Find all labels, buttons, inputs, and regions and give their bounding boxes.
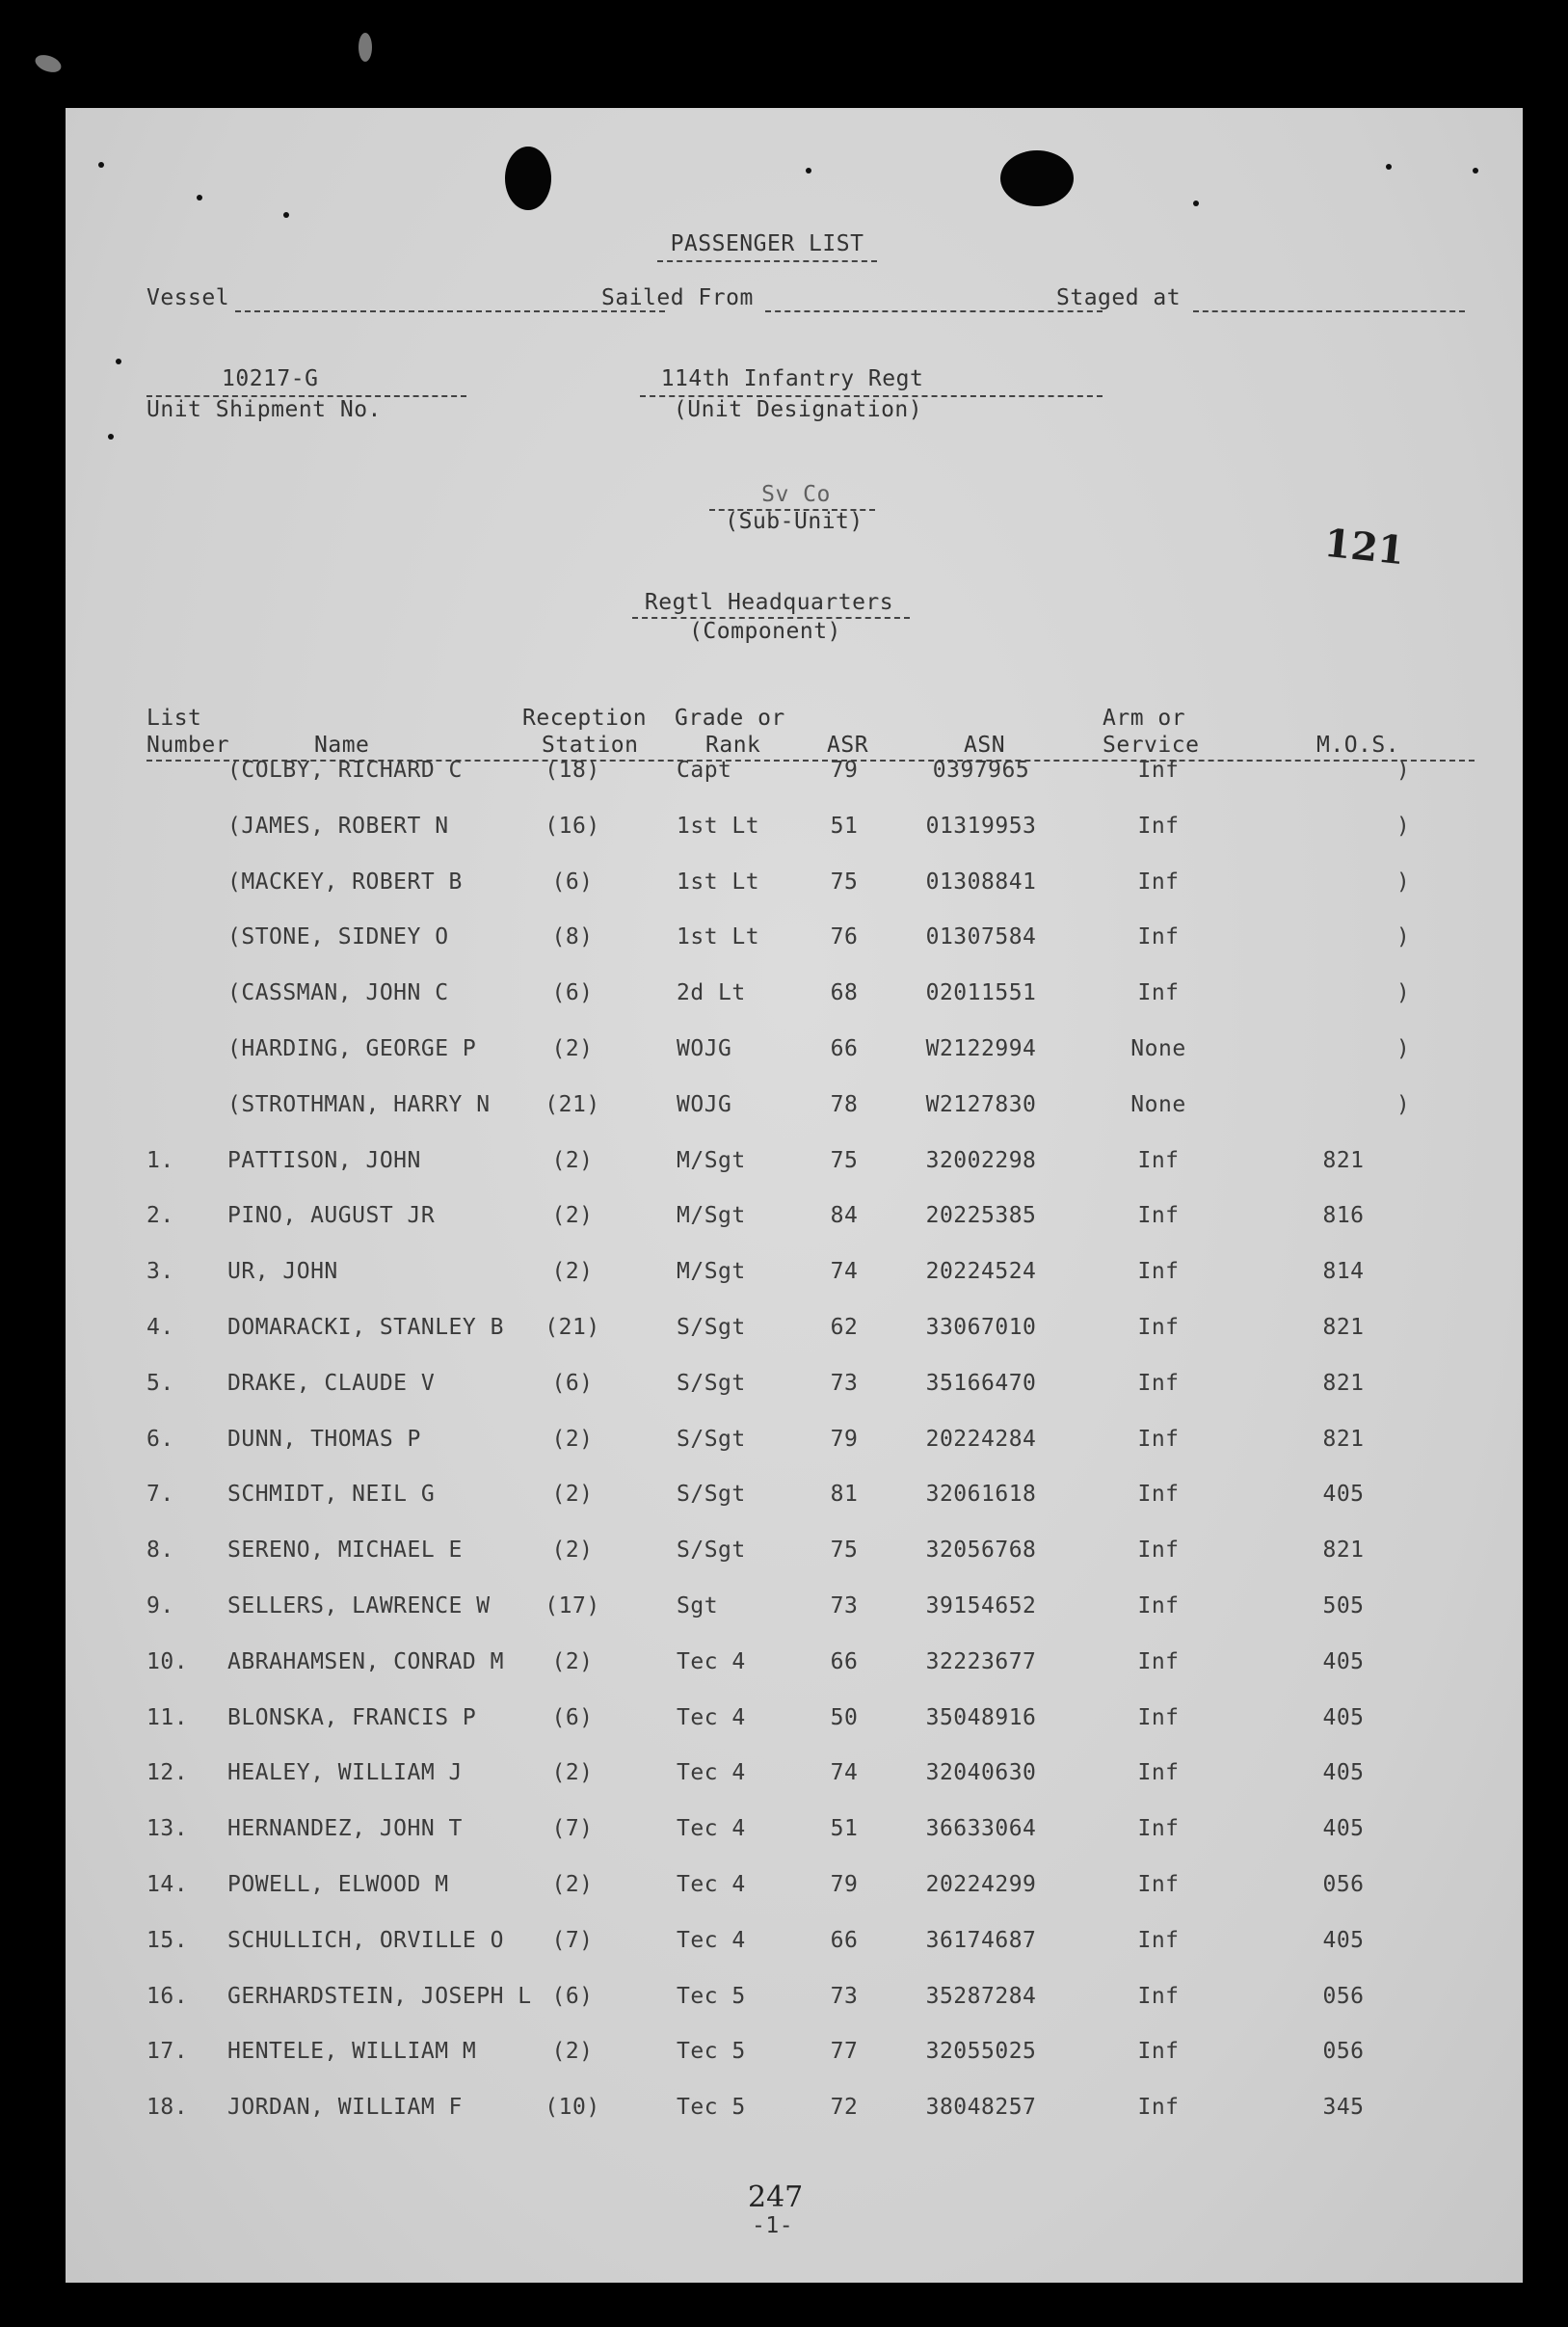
row-list-number: 11.	[146, 1704, 189, 1730]
row-list-number: 10.	[146, 1648, 189, 1674]
row-asn: 32002298	[925, 1147, 1037, 1173]
row-reception-station: (21)	[545, 1315, 600, 1340]
vessel-blank	[235, 310, 665, 312]
row-asn: 36174687	[925, 1927, 1037, 1953]
row-arm: Inf	[1137, 1816, 1180, 1842]
passenger-list-page	[66, 108, 1523, 2283]
row-asn: 35048916	[925, 1704, 1037, 1730]
row-name: JORDAN, WILLIAM F	[227, 2095, 463, 2121]
row-name: PATTISON, JOHN	[227, 1147, 421, 1173]
row-name: HENTELE, WILLIAM M	[227, 2039, 477, 2065]
row-mos: )	[1395, 1091, 1411, 1117]
row-reception-station: (7)	[551, 1927, 594, 1953]
row-reception-station: (2)	[551, 1648, 594, 1674]
row-name: (STONE, SIDNEY O	[227, 924, 449, 950]
header-rank: Rank	[705, 733, 761, 758]
row-arm: None	[1130, 1036, 1186, 1061]
row-asr: 62	[830, 1315, 859, 1340]
row-reception-station: (6)	[551, 980, 594, 1006]
stray-dot	[1473, 168, 1478, 174]
row-asn: 32223677	[925, 1648, 1037, 1674]
row-reception-station: (10)	[545, 2095, 600, 2121]
row-arm: Inf	[1137, 980, 1180, 1006]
sub-unit: Sv Co	[761, 482, 831, 507]
row-mos: 821	[1322, 1426, 1365, 1452]
row-asn: 39154652	[925, 1593, 1037, 1618]
title-underline	[657, 260, 877, 262]
row-asn: 32040630	[925, 1760, 1037, 1786]
row-asn: 0397965	[932, 758, 1030, 783]
row-grade: 2d Lt	[677, 980, 746, 1006]
row-mos: 405	[1322, 1648, 1365, 1674]
row-mos: )	[1395, 869, 1411, 895]
row-grade: Tec 5	[677, 2039, 746, 2065]
vessel-label: Vessel	[146, 285, 230, 310]
row-asn: W2127830	[925, 1091, 1037, 1117]
row-name: HEALEY, WILLIAM J	[227, 1760, 463, 1786]
row-asr: 81	[830, 1482, 859, 1508]
row-asn: 35166470	[925, 1370, 1037, 1396]
row-list-number: 18.	[146, 2095, 189, 2121]
row-asn: 01307584	[925, 924, 1037, 950]
row-list-number: 2.	[146, 1203, 174, 1229]
row-asn: 01308841	[925, 869, 1037, 895]
row-grade: M/Sgt	[677, 1259, 746, 1285]
row-reception-station: (2)	[551, 1203, 594, 1229]
row-mos: )	[1395, 813, 1411, 839]
row-arm: Inf	[1137, 1147, 1180, 1173]
row-mos: 405	[1322, 1760, 1365, 1786]
row-list-number: 6.	[146, 1426, 174, 1452]
row-reception-station: (2)	[551, 1872, 594, 1897]
row-asn: 20224284	[925, 1426, 1037, 1452]
handwritten-page-mark: 247	[748, 2180, 804, 2214]
row-arm: None	[1130, 1091, 1186, 1117]
row-asn: 33067010	[925, 1315, 1037, 1340]
row-asn: 02011551	[925, 980, 1037, 1006]
row-list-number: 9.	[146, 1593, 174, 1618]
row-name: SERENO, MICHAEL E	[227, 1538, 463, 1564]
stamp-number: 121	[1321, 520, 1407, 575]
stray-dot	[116, 359, 121, 364]
row-grade: Tec 5	[677, 1983, 746, 2009]
row-grade: Tec 4	[677, 1816, 746, 1842]
row-asr: 74	[830, 1259, 859, 1285]
header-arm: Arm or	[1103, 706, 1186, 731]
row-grade: WOJG	[677, 1091, 732, 1117]
header-service: Service	[1103, 733, 1200, 758]
row-reception-station: (21)	[545, 1091, 600, 1117]
unit-shipment-label: Unit Shipment No.	[146, 397, 382, 422]
row-list-number: 8.	[146, 1538, 174, 1564]
row-mos: )	[1395, 980, 1411, 1006]
stray-dot	[1386, 164, 1392, 170]
row-name: HERNANDEZ, JOHN T	[227, 1816, 463, 1842]
row-reception-station: (17)	[545, 1593, 600, 1618]
row-name: (JAMES, ROBERT N	[227, 813, 449, 839]
row-asr: 75	[830, 1538, 859, 1564]
row-grade: Tec 4	[677, 1704, 746, 1730]
row-grade: 1st Lt	[677, 813, 760, 839]
header-asn: ASN	[964, 733, 1006, 758]
row-mos: 814	[1322, 1259, 1365, 1285]
row-grade: S/Sgt	[677, 1315, 746, 1340]
row-reception-station: (8)	[551, 924, 594, 950]
row-grade: M/Sgt	[677, 1147, 746, 1173]
row-mos: 056	[1322, 1983, 1365, 2009]
row-arm: Inf	[1137, 869, 1180, 895]
row-name: DUNN, THOMAS P	[227, 1426, 421, 1452]
row-grade: Tec 4	[677, 1648, 746, 1674]
row-reception-station: (6)	[551, 1704, 594, 1730]
header-reception: Reception	[522, 706, 648, 731]
sailed-from-label: Sailed From	[601, 285, 754, 310]
row-arm: Inf	[1137, 1927, 1180, 1953]
row-list-number: 13.	[146, 1816, 189, 1842]
header-list: List	[146, 706, 202, 731]
row-asr: 79	[830, 758, 859, 783]
row-grade: 1st Lt	[677, 869, 760, 895]
row-asr: 68	[830, 980, 859, 1006]
row-name: (MACKEY, ROBERT B	[227, 869, 463, 895]
row-reception-station: (2)	[551, 1760, 594, 1786]
row-asr: 78	[830, 1091, 859, 1117]
row-asn: 36633064	[925, 1816, 1037, 1842]
row-arm: Inf	[1137, 2095, 1180, 2121]
row-asn: W2122994	[925, 1036, 1037, 1061]
header-station: Station	[542, 733, 639, 758]
row-mos: 345	[1322, 2095, 1365, 2121]
row-mos: 821	[1322, 1315, 1365, 1340]
row-name: PINO, AUGUST JR	[227, 1203, 436, 1229]
stray-dot	[98, 162, 104, 168]
row-name: DRAKE, CLAUDE V	[227, 1370, 436, 1396]
row-grade: 1st Lt	[677, 924, 760, 950]
scan-speck	[33, 52, 64, 76]
row-name: (STROTHMAN, HARRY N	[227, 1091, 491, 1117]
header-mos: M.O.S.	[1316, 733, 1400, 758]
punch-hole	[505, 147, 551, 210]
row-name: SCHULLICH, ORVILLE O	[227, 1927, 504, 1953]
row-name: (HARDING, GEORGE P	[227, 1036, 477, 1061]
row-list-number: 15.	[146, 1927, 189, 1953]
row-name: POWELL, ELWOOD M	[227, 1872, 449, 1897]
header-number: Number	[146, 733, 230, 758]
row-mos: 405	[1322, 1816, 1365, 1842]
stray-dot	[197, 195, 202, 201]
row-list-number: 12.	[146, 1760, 189, 1786]
row-name: BLONSKA, FRANCIS P	[227, 1704, 477, 1730]
row-asn: 32055025	[925, 2039, 1037, 2065]
row-arm: Inf	[1137, 1983, 1180, 2009]
row-asr: 50	[830, 1704, 859, 1730]
row-mos: 056	[1322, 1872, 1365, 1897]
row-arm: Inf	[1137, 1370, 1180, 1396]
header-grade: Grade or	[675, 706, 785, 731]
row-reception-station: (2)	[551, 1482, 594, 1508]
row-arm: Inf	[1137, 1482, 1180, 1508]
stray-dot	[806, 168, 811, 174]
row-asr: 66	[830, 1648, 859, 1674]
row-arm: Inf	[1137, 1648, 1180, 1674]
page-number: -1-	[752, 2213, 794, 2238]
row-list-number: 4.	[146, 1315, 174, 1340]
row-grade: M/Sgt	[677, 1203, 746, 1229]
header-asr: ASR	[827, 733, 869, 758]
stray-dot	[108, 434, 114, 440]
row-arm: Inf	[1137, 1872, 1180, 1897]
row-mos: 821	[1322, 1147, 1365, 1173]
component: Regtl Headquarters	[644, 590, 894, 615]
row-arm: Inf	[1137, 1426, 1180, 1452]
row-asr: 51	[830, 1816, 859, 1842]
sub-unit-label: (Sub-Unit)	[725, 509, 864, 534]
scan-speck	[359, 33, 372, 62]
row-asn: 20224524	[925, 1259, 1037, 1285]
row-mos: )	[1395, 1036, 1411, 1061]
row-asr: 75	[830, 1147, 859, 1173]
row-list-number: 14.	[146, 1872, 189, 1897]
component-label: (Component)	[689, 619, 841, 644]
row-list-number: 3.	[146, 1259, 174, 1285]
row-asr: 73	[830, 1370, 859, 1396]
row-asr: 73	[830, 1593, 859, 1618]
row-reception-station: (2)	[551, 2039, 594, 2065]
document-title: PASSENGER LIST	[670, 231, 864, 256]
row-mos: 405	[1322, 1482, 1365, 1508]
row-asn: 20225385	[925, 1203, 1037, 1229]
row-grade: Capt	[677, 758, 732, 783]
row-reception-station: (2)	[551, 1147, 594, 1173]
row-asr: 73	[830, 1983, 859, 2009]
row-name: UR, JOHN	[227, 1259, 338, 1285]
row-arm: Inf	[1137, 1259, 1180, 1285]
row-arm: Inf	[1137, 813, 1180, 839]
row-asn: 32061618	[925, 1482, 1037, 1508]
row-list-number: 17.	[146, 2039, 189, 2065]
row-asr: 66	[830, 1036, 859, 1061]
row-mos: 821	[1322, 1370, 1365, 1396]
punch-hole	[1000, 150, 1074, 206]
row-asn: 01319953	[925, 813, 1037, 839]
row-asr: 66	[830, 1927, 859, 1953]
row-reception-station: (6)	[551, 1983, 594, 2009]
row-mos: 816	[1322, 1203, 1365, 1229]
row-grade: WOJG	[677, 1036, 732, 1061]
row-asr: 79	[830, 1872, 859, 1897]
row-asn: 38048257	[925, 2095, 1037, 2121]
row-mos: 505	[1322, 1593, 1365, 1618]
unit-designation-label: (Unit Designation)	[673, 397, 923, 422]
row-reception-station: (2)	[551, 1538, 594, 1564]
stray-dot	[283, 212, 289, 218]
row-grade: S/Sgt	[677, 1538, 746, 1564]
row-grade: Tec 5	[677, 2095, 746, 2121]
row-list-number: 1.	[146, 1147, 174, 1173]
row-asr: 51	[830, 813, 859, 839]
row-arm: Inf	[1137, 1203, 1180, 1229]
row-asr: 84	[830, 1203, 859, 1229]
row-arm: Inf	[1137, 2039, 1180, 2065]
row-name: SCHMIDT, NEIL G	[227, 1482, 436, 1508]
row-grade: Sgt	[677, 1593, 719, 1618]
staged-at-label: Staged at	[1056, 285, 1182, 310]
row-arm: Inf	[1137, 1593, 1180, 1618]
row-list-number: 16.	[146, 1983, 189, 2009]
row-asn: 35287284	[925, 1983, 1037, 2009]
row-reception-station: (18)	[545, 758, 600, 783]
row-name: (COLBY, RICHARD C	[227, 758, 463, 783]
row-name: ABRAHAMSEN, CONRAD M	[227, 1648, 504, 1674]
row-reception-station: (6)	[551, 869, 594, 895]
row-mos: 405	[1322, 1704, 1365, 1730]
row-asr: 76	[830, 924, 859, 950]
row-arm: Inf	[1137, 758, 1180, 783]
row-arm: Inf	[1137, 1538, 1180, 1564]
row-asr: 77	[830, 2039, 859, 2065]
row-arm: Inf	[1137, 1315, 1180, 1340]
row-name: DOMARACKI, STANLEY B	[227, 1315, 504, 1340]
row-mos: 405	[1322, 1927, 1365, 1953]
staged-at-blank	[1193, 310, 1465, 312]
row-mos: 821	[1322, 1538, 1365, 1564]
row-name: SELLERS, LAWRENCE W	[227, 1593, 491, 1618]
row-name: GERHARDSTEIN, JOSEPH L	[227, 1983, 532, 2009]
row-reception-station: (7)	[551, 1816, 594, 1842]
row-list-number: 5.	[146, 1370, 174, 1396]
row-grade: S/Sgt	[677, 1370, 746, 1396]
header-name: Name	[314, 733, 370, 758]
stray-dot	[1193, 201, 1199, 206]
row-mos: )	[1395, 924, 1411, 950]
row-asr: 75	[830, 869, 859, 895]
row-reception-station: (2)	[551, 1036, 594, 1061]
row-reception-station: (2)	[551, 1426, 594, 1452]
row-asr: 74	[830, 1760, 859, 1786]
row-grade: Tec 4	[677, 1872, 746, 1897]
row-asr: 72	[830, 2095, 859, 2121]
row-asn: 32056768	[925, 1538, 1037, 1564]
row-mos: 056	[1322, 2039, 1365, 2065]
row-reception-station: (2)	[551, 1259, 594, 1285]
row-arm: Inf	[1137, 1760, 1180, 1786]
row-grade: Tec 4	[677, 1760, 746, 1786]
row-list-number: 7.	[146, 1482, 174, 1508]
row-arm: Inf	[1137, 1704, 1180, 1730]
row-grade: S/Sgt	[677, 1426, 746, 1452]
row-grade: S/Sgt	[677, 1482, 746, 1508]
unit-shipment-number: 10217-G	[222, 366, 319, 391]
row-asn: 20224299	[925, 1872, 1037, 1897]
unit-designation: 114th Infantry Regt	[660, 366, 924, 391]
row-reception-station: (6)	[551, 1370, 594, 1396]
row-mos: )	[1395, 758, 1411, 783]
row-name: (CASSMAN, JOHN C	[227, 980, 449, 1006]
row-grade: Tec 4	[677, 1927, 746, 1953]
sailed-from-blank	[765, 310, 1103, 312]
row-arm: Inf	[1137, 924, 1180, 950]
row-asr: 79	[830, 1426, 859, 1452]
row-reception-station: (16)	[545, 813, 600, 839]
